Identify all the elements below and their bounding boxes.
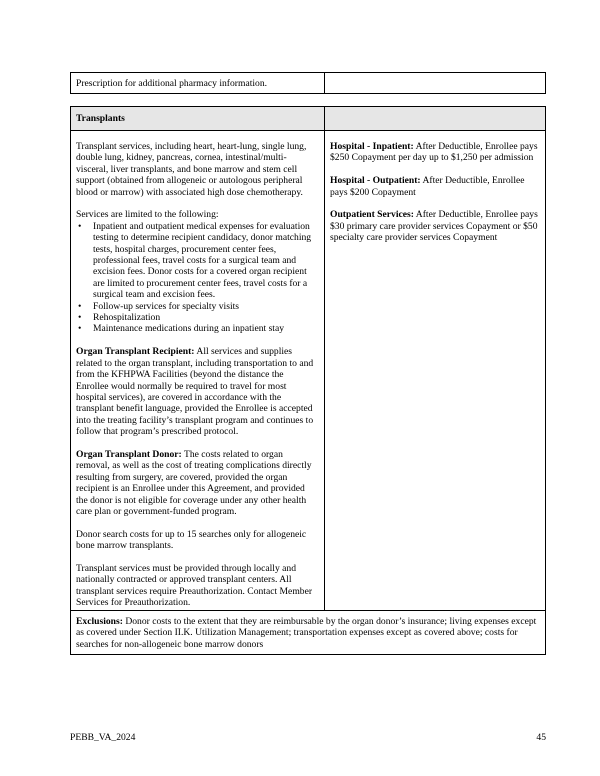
transplants-intro: Transplant services, including heart, heart-lung, single lung, double lung, kidney, pancreas, cornea, intestinal/multi-visceral, liver transplants, and bone marrow and stem cell support (obtained from allogeneic or autologous peripheral blood or marrow) with associated high dose chemotherapy. (76, 141, 307, 198)
transplants-header-right (325, 107, 545, 130)
hospital-inpatient-label: Hospital - Inpatient: (330, 141, 414, 152)
exclusions-label: Exclusions: (76, 616, 123, 627)
footer-page-number: 45 (536, 732, 546, 743)
outpatient-services-text: After Deductible, Enrollee pays $30 primary care provider services Copayment or $50 specialty care provider services Copayment (330, 209, 538, 244)
transplants-header-row (71, 107, 545, 131)
transplants-table (70, 106, 546, 655)
outpatient-services-paragraph (330, 209, 541, 243)
exclusions-row (71, 611, 545, 650)
organ-recipient-label: Organ Transplant Recipient: (76, 346, 195, 358)
organ-donor-paragraph (76, 449, 318, 517)
organ-recipient-paragraph (76, 346, 318, 437)
transplants-body-row (71, 131, 545, 611)
services-limited-intro: Services are limited to the following: (76, 209, 219, 221)
footer-doc-id: PEBB_VA_2024 (70, 732, 136, 743)
hospital-outpatient-text: After Deductible, Enrollee pays $200 Copayment (330, 175, 525, 198)
prescription-text: Prescription for additional pharmacy information. (71, 73, 325, 93)
outpatient-services-label: Outpatient Services: (330, 209, 414, 221)
exclusions-text: Donor costs to the extent that they are reimbursable by the organ donor’s insurance; living expenses except as covered under Section II.K. Utilization Management; transportation expenses except as covered above; costs for searches for non-allogeneic bone marrow donors (76, 616, 537, 650)
prescription-table-row (70, 72, 546, 94)
organ-recipient-text: All services and supplies related to the organ transplant, including transportation to and from the KFHPWA Facilities (beyond the distance the Enrollee would normally be required to travel for most hospital services), are covered in accordance with the transplant benefit language, provided the Enrollee is accepted into the treating facility’s transplant program and continues to follow that program’s prescribed protocol. (76, 346, 314, 438)
hospital-outpatient-paragraph (330, 175, 541, 198)
transplants-description-cell (71, 131, 325, 610)
organ-donor-label: Organ Transplant Donor: (76, 448, 182, 460)
transplant-centers-paragraph: Transplant services must be provided through locally and nationally contracted or approved transplant centers. All transplant services require Preauthorization. Contact Member Services for Preauthorization. (76, 562, 313, 609)
hospital-inpatient-text: After Deductible, Enrollee pays $250 Copayment per day up to $1,250 per admission (330, 141, 538, 164)
list-item: • Maintenance medications during an inpatient stay (76, 323, 318, 334)
list-item: • Rehospitalization (76, 312, 318, 323)
organ-donor-text: The costs related to organ removal, as well as the cost of treating complications directly resulting from surgery, are covered, provided the organ recipient is an Enrollee under this Agreement, and provided the donor is not eligible for coverage under any other health care plan or government-funded program. (76, 448, 312, 517)
transplants-cost-share-cell (325, 131, 545, 610)
prescription-cost-cell (325, 73, 545, 93)
list-item: • Inpatient and outpatient medical expenses for evaluation testing to determine recipient candidacy, donor matching tests, hospital charges, procurement center fees, professional fees, travel costs for a surgical team and excision fees. Donor costs for a covered organ recipient are limited to procurement center fees, travel costs for a surgical team and excision fees. (76, 221, 318, 301)
list-item: • Follow-up services for specialty visits (76, 301, 318, 312)
hospital-inpatient-paragraph (330, 141, 541, 164)
transplants-heading: Transplants (71, 107, 325, 130)
services-list (76, 221, 318, 335)
hospital-outpatient-label: Hospital - Outpatient: (330, 175, 421, 187)
donor-search-paragraph: Donor search costs for up to 15 searches only for allogeneic bone marrow transplants. (76, 528, 307, 552)
